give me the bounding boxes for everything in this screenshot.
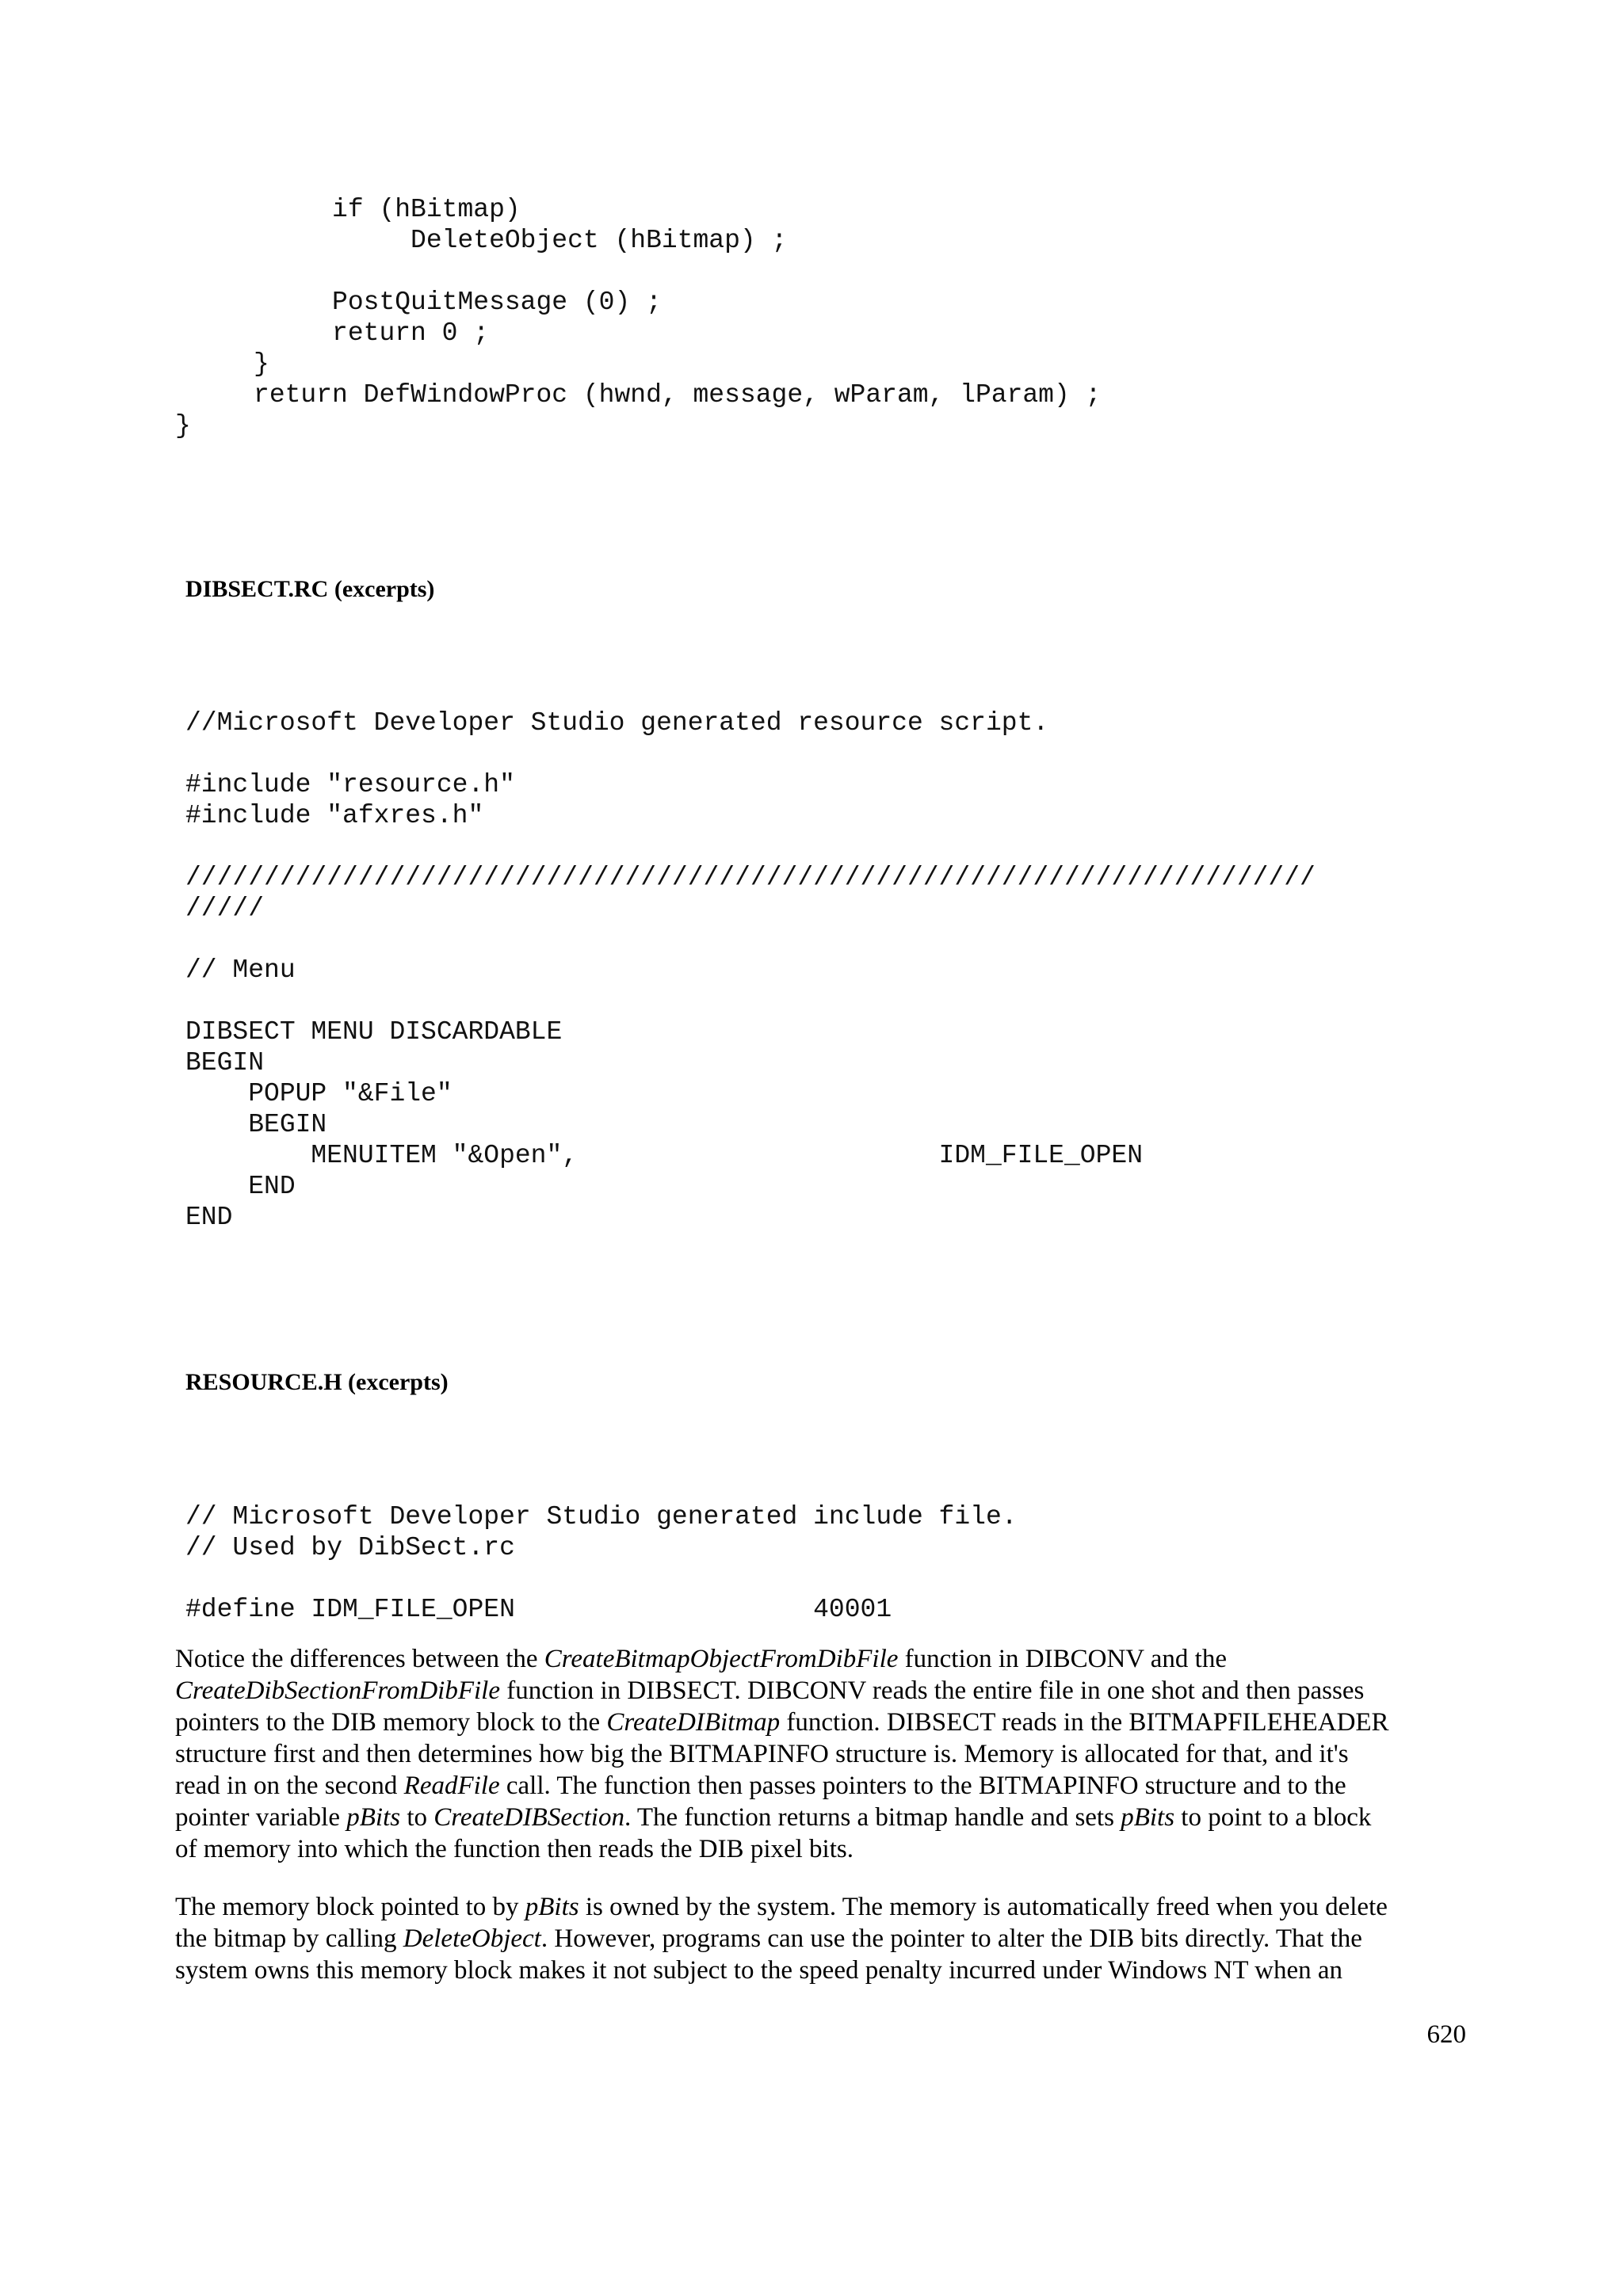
code-line: DeleteObject (hBitmap) ; (175, 226, 788, 255)
paragraph-line (175, 1675, 1467, 1707)
code-line: } (175, 411, 191, 441)
text-run: . The function returns a bitmap handle and sets (624, 1803, 1121, 1832)
text-run: system owns this memory block makes it not subject to the speed penalty incurred under Windows NT when an (175, 1956, 1343, 1985)
text-run: Notice the differences between the (175, 1645, 544, 1673)
code-line: POPUP "&File" (185, 1079, 453, 1108)
text-run: the bitmap by calling (175, 1924, 403, 1953)
code-line (185, 986, 1316, 1016)
paragraph-line (175, 1891, 1467, 1923)
code-line: } (175, 349, 269, 379)
text-run: call. The function then passes pointers to the BITMAPINFO structure and to the (499, 1772, 1346, 1800)
code-block-resource-h (185, 1501, 1018, 1625)
text-run: pointers to the DIB memory block to the (175, 1708, 607, 1737)
italic-term: pBits (346, 1803, 401, 1832)
text-run: . However, programs can use the pointer to alter the DIB bits directly. That the (540, 1924, 1362, 1953)
paragraph-line (175, 1707, 1467, 1738)
text-run: to (400, 1803, 434, 1832)
text-run: function in DIBCONV and the (898, 1645, 1228, 1673)
code-line: DIBSECT MENU DISCARDABLE (185, 1017, 563, 1047)
code-line: ///// (185, 894, 265, 923)
text-run: to point to a block (1174, 1803, 1372, 1832)
paragraph-line (175, 1923, 1467, 1955)
text-run: is owned by the system. The memory is automatically freed when you delete (579, 1893, 1388, 1921)
code-line: MENUITEM "&Open", IDM_FILE_OPEN (185, 1141, 1143, 1170)
code-line: #include "afxres.h" (185, 801, 484, 830)
paragraph-line (175, 1738, 1467, 1770)
italic-term: CreateDibSectionFromDibFile (175, 1676, 500, 1705)
text-run: function in DIBSECT. DIBCONV reads the entire file in one shot and then passes (499, 1676, 1365, 1705)
code-line (185, 924, 1316, 955)
paragraph-line (175, 1833, 1467, 1865)
code-line: return DefWindowProc (hwnd, message, wParam, lParam) ; (175, 380, 1102, 410)
italic-term: ReadFile (403, 1772, 500, 1800)
code-line: END (185, 1203, 233, 1232)
code-line: BEGIN (185, 1110, 327, 1139)
text-run: The memory block pointed to by (175, 1893, 525, 1921)
text-run: of memory into which the function then reads the DIB pixel bits. (175, 1835, 854, 1863)
italic-term: CreateBitmapObjectFromDibFile (544, 1645, 899, 1673)
text-run: pointer variable (175, 1803, 347, 1832)
code-line: BEGIN (185, 1048, 265, 1077)
paragraph-line (175, 1802, 1467, 1833)
code-block-dibsect-rc (185, 707, 1316, 1233)
code-line (185, 1563, 1018, 1594)
text-run: read in on the second (175, 1772, 404, 1800)
code-line: return 0 ; (175, 318, 490, 348)
code-line: // Microsoft Developer Studio generated include file. (185, 1502, 1018, 1531)
italic-term: CreateDIBSection (433, 1803, 624, 1832)
code-line (175, 256, 1101, 287)
code-line (185, 831, 1316, 862)
paragraph-line (175, 1770, 1467, 1802)
paragraph-line (175, 1955, 1467, 1986)
italic-term: pBits (1121, 1803, 1175, 1832)
italic-term: DeleteObject (403, 1924, 541, 1953)
code-line: // Used by DibSect.rc (185, 1533, 515, 1562)
code-line: //Microsoft Developer Studio generated resource script. (185, 708, 1049, 738)
code-line: #include "resource.h" (185, 770, 515, 799)
code-line (185, 738, 1316, 769)
code-line: if (hBitmap) (175, 195, 521, 224)
section-heading-dibsect-rc: DIBSECT.RC (excerpts) (185, 576, 435, 602)
section-heading-resource-h: RESOURCE.H (excerpts) (185, 1369, 449, 1395)
text-run: function. DIBSECT reads in the BITMAPFILEHEADER (780, 1708, 1389, 1737)
code-line: //////////////////////////////////////////////////////////////////////// (185, 863, 1316, 892)
code-line: END (185, 1172, 296, 1201)
italic-term: pBits (525, 1893, 579, 1921)
code-line: #define IDM_FILE_OPEN 40001 (185, 1595, 892, 1624)
page-number: 620 (1426, 2020, 1466, 2049)
code-line: PostQuitMessage (0) ; (175, 288, 662, 317)
code-block-wndproc-end (175, 194, 1101, 441)
body-paragraph-2 (175, 1891, 1467, 1986)
paragraph-line (175, 1643, 1467, 1675)
body-paragraph-1 (175, 1643, 1467, 1865)
text-run: structure first and then determines how big the BITMAPINFO structure is. Memory is allocated for that, and it's (175, 1740, 1349, 1768)
italic-term: CreateDIBitmap (606, 1708, 781, 1737)
code-line: // Menu (185, 955, 296, 985)
